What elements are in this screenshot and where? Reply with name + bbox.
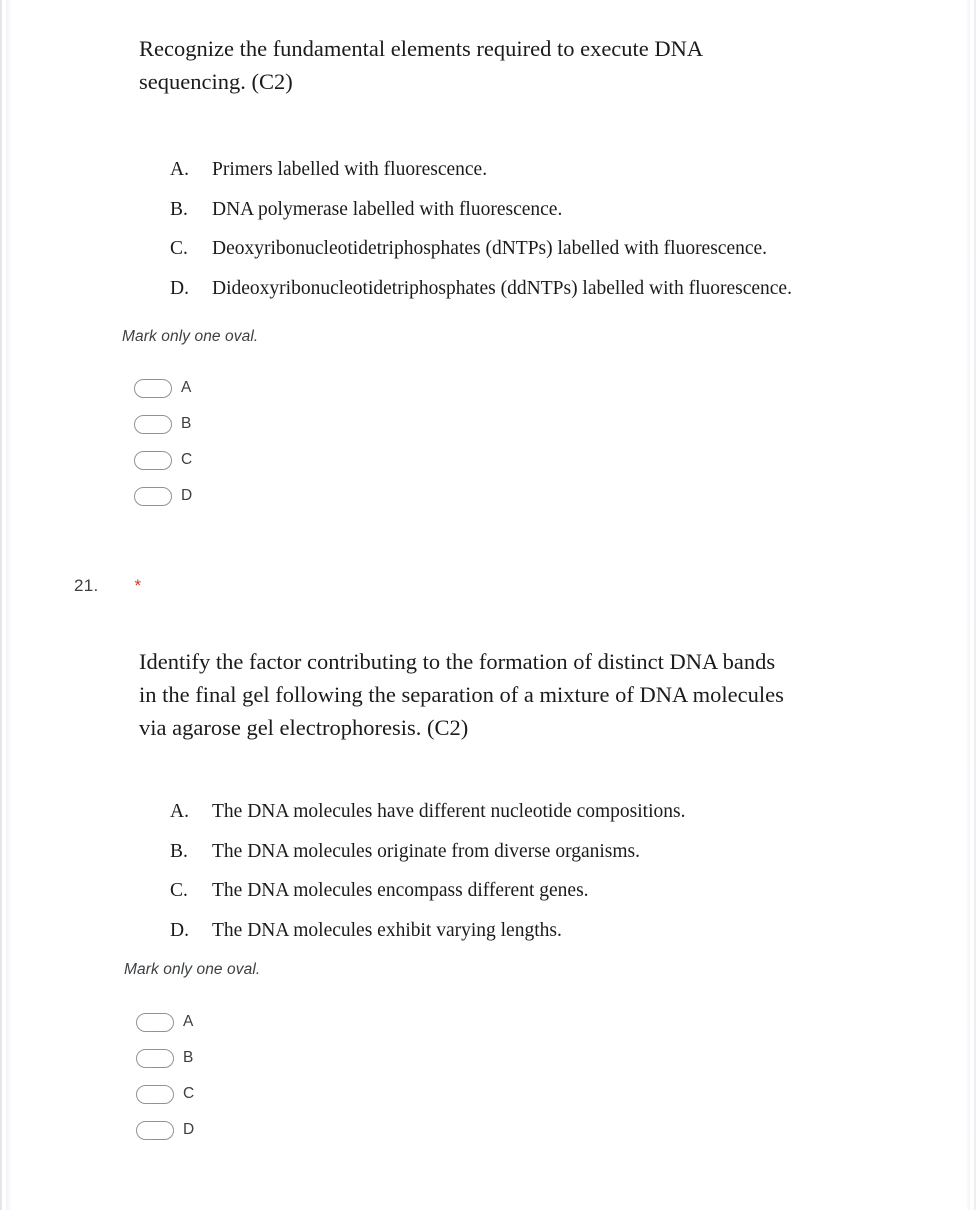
option-spacer — [170, 180, 870, 200]
choice-label: B — [181, 415, 192, 432]
question-20-mark-instruction: Mark only one oval. — [122, 328, 259, 345]
question-20-prompt-line-2: sequencing. (C2) — [139, 69, 293, 94]
choice-option-a[interactable] — [136, 1004, 194, 1040]
choice-label: C — [181, 451, 193, 468]
option-letter: B. — [170, 840, 188, 862]
option-row — [170, 200, 870, 220]
radio-oval-icon[interactable] — [136, 1085, 174, 1104]
option-text: The DNA molecules have different nucleotide compositions. — [212, 801, 686, 822]
option-spacer — [170, 862, 870, 882]
option-text: Deoxyribonucleotidetriphosphates (dNTPs) labelled with fluorescence. — [212, 238, 768, 259]
option-letter: D. — [170, 277, 189, 299]
page-edge-left — [6, 0, 11, 1210]
option-text: The DNA molecules encompass different genes. — [212, 880, 589, 901]
option-spacer — [170, 220, 870, 240]
radio-oval-icon[interactable] — [134, 415, 172, 434]
option-text: Dideoxyribonucleotidetriphosphates (ddNTPs) labelled with fluorescence. — [212, 277, 792, 299]
question-21-choice-group — [136, 1004, 194, 1148]
question-20-option-list — [170, 160, 870, 299]
choice-option-a[interactable] — [134, 370, 192, 406]
choice-option-c[interactable] — [134, 442, 192, 478]
question-21-number: 21. — [74, 576, 99, 595]
option-text: DNA polymerase labelled with fluorescence. — [212, 198, 563, 220]
question-21-mark-instruction: Mark only one oval. — [124, 961, 261, 978]
question-20-prompt-line-1: Recognize the fundamental elements required to execute DNA — [139, 36, 704, 61]
question-21-prompt-line-1: Identify the factor contributing to the formation of distinct DNA bands — [139, 649, 776, 674]
option-spacer — [170, 901, 870, 921]
required-asterisk-icon: * — [134, 576, 142, 595]
radio-oval-icon[interactable] — [136, 1013, 174, 1032]
radio-oval-icon[interactable] — [136, 1121, 174, 1140]
choice-option-d[interactable] — [136, 1112, 194, 1148]
option-text: The DNA molecules exhibit varying lengths. — [212, 919, 562, 941]
question-21-prompt — [139, 645, 870, 744]
question-20-prompt — [139, 32, 870, 98]
choice-label: A — [183, 1013, 194, 1030]
option-text: The DNA molecules originate from diverse organisms. — [212, 840, 641, 862]
radio-oval-icon[interactable] — [134, 487, 172, 506]
choice-option-b[interactable] — [136, 1040, 194, 1076]
option-row — [170, 239, 870, 259]
option-row — [170, 881, 870, 901]
choice-label: C — [183, 1085, 195, 1102]
option-row — [170, 842, 870, 862]
question-20-choice-group — [134, 370, 192, 514]
question-21-header — [74, 576, 141, 596]
option-row — [170, 160, 870, 180]
option-letter: B. — [170, 198, 188, 220]
option-row — [170, 921, 870, 941]
option-row — [170, 279, 870, 299]
option-text: Primers labelled with fluorescence. — [212, 159, 488, 180]
choice-label: A — [181, 379, 192, 396]
option-letter: C. — [170, 238, 188, 259]
choice-label: B — [183, 1049, 194, 1066]
option-letter: A. — [170, 801, 189, 822]
option-row — [170, 802, 870, 822]
option-spacer — [170, 822, 870, 842]
choice-label: D — [183, 1121, 195, 1138]
choice-option-c[interactable] — [136, 1076, 194, 1112]
radio-oval-icon[interactable] — [134, 451, 172, 470]
question-21-option-list — [170, 802, 870, 941]
option-letter: C. — [170, 880, 188, 901]
page-edge-right — [966, 0, 970, 1210]
question-21-prompt-line-3: via agarose gel electrophoresis. (C2) — [139, 715, 469, 740]
choice-option-d[interactable] — [134, 478, 192, 514]
option-spacer — [170, 259, 870, 279]
option-letter: D. — [170, 919, 189, 941]
choice-label: D — [181, 487, 193, 504]
option-letter: A. — [170, 159, 189, 180]
question-21-prompt-line-2: in the final gel following the separation of a mixture of DNA molecules — [139, 682, 784, 707]
radio-oval-icon[interactable] — [136, 1049, 174, 1068]
radio-oval-icon[interactable] — [134, 379, 172, 398]
choice-option-b[interactable] — [134, 406, 192, 442]
